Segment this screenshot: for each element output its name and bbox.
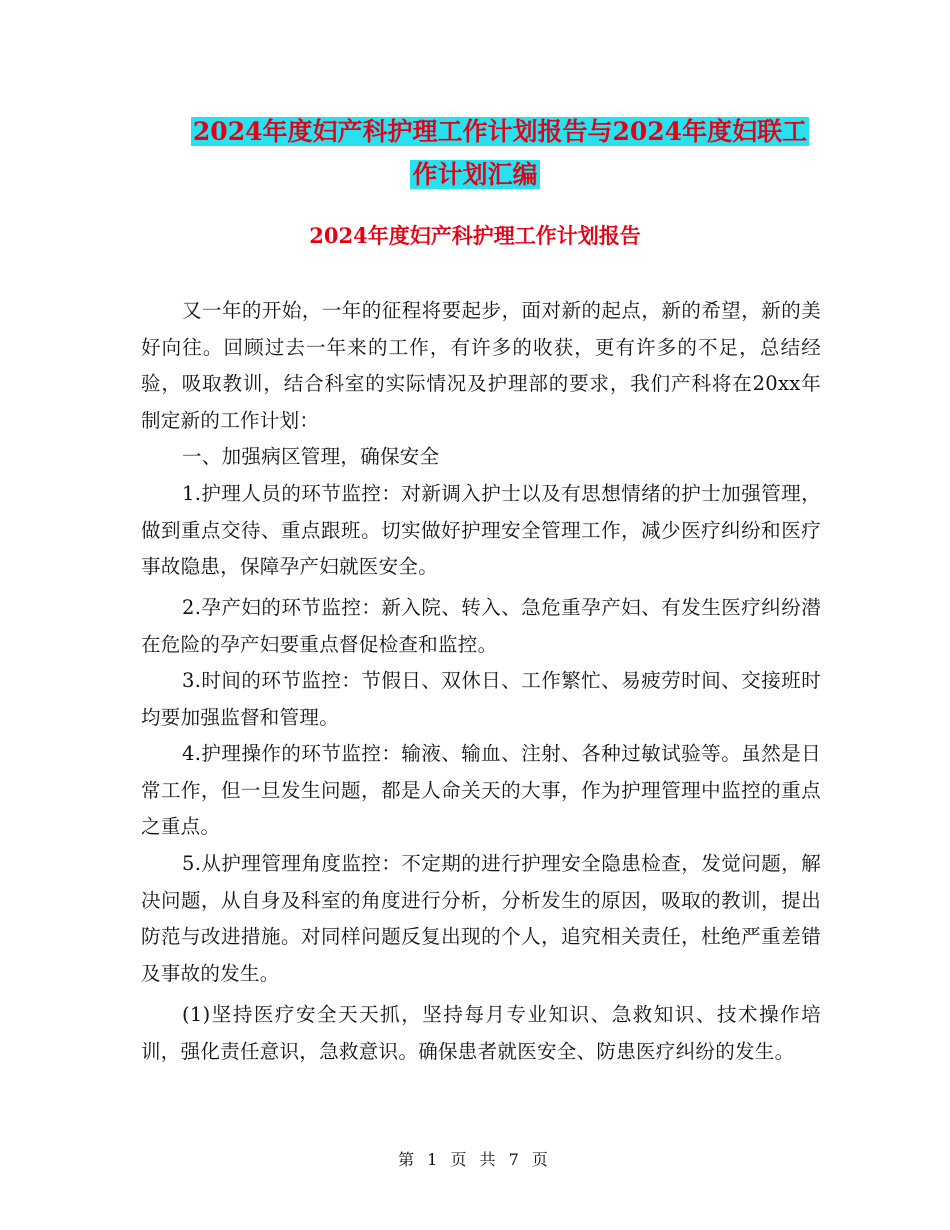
document-title-line-2 <box>0 154 950 196</box>
section-heading: 2024年度妇产科护理工作计划报告 <box>309 223 641 248</box>
document-title-line-1 <box>25 111 950 153</box>
item-paragraph-3: 3.时间的环节监控：节假日、双休日、工作繁忙、易疲劳时间、交接班时均要加强监督和管理。 <box>141 669 821 729</box>
page-footer: 第 1 页 共 7 页 <box>398 1150 552 1169</box>
item-paragraph-2: 2.孕产妇的环节监控：新入院、转入、急危重孕产妇、有发生医疗纠纷潜在危险的孕产妇要重点督促检查和监控。 <box>141 596 821 656</box>
sub-item-paragraph-1: (1)坚持医疗安全天天抓，坚持每月专业知识、急救知识、技术操作培训，强化责任意识，急救意识。确保患者就医安全、防患医疗纠纷的发生。 <box>141 1003 821 1063</box>
title-highlight: 作计划汇编 <box>412 160 538 189</box>
intro-paragraph: 又一年的开始，一年的征程将要起步，面对新的起点，新的希望，新的美好向往。回顾过去一年来的工作，有许多的收获，更有许多的不足，总结经验，吸取教训，结合科室的实际情况及护理部的要求，我们产科将在20xx年制定新的工作计划： <box>141 299 821 432</box>
item-paragraph-5: 5.从护理管理角度监控：不定期的进行护理安全隐患检查，发觉问题，解决问题，从自身及科室的角度进行分析，分析发生的原因，吸取的教训，提出防范与改进措施。对同样问题反复出现的个人，追究相关责任，杜绝严重差错及事故的发生。 <box>141 852 821 985</box>
title-highlight: 2024年度妇产科护理工作计划报告与2024年度妇联工 <box>192 117 808 146</box>
subheading-1: 一、加强病区管理，确保安全 <box>182 445 440 468</box>
item-paragraph-4: 4.护理操作的环节监控：输液、输血、注射、各种过敏试验等。虽然是日常工作，但一旦发生问题，都是人命关天的大事，作为护理管理中监控的重点之重点。 <box>141 742 821 838</box>
item-paragraph-1: 1.护理人员的环节监控：对新调入护士以及有思想情绪的护士加强管理，做到重点交待、重点跟班。切实做好护理安全管理工作，减少医疗纠纷和医疗事故隐患，保障孕产妇就医安全。 <box>141 482 821 578</box>
